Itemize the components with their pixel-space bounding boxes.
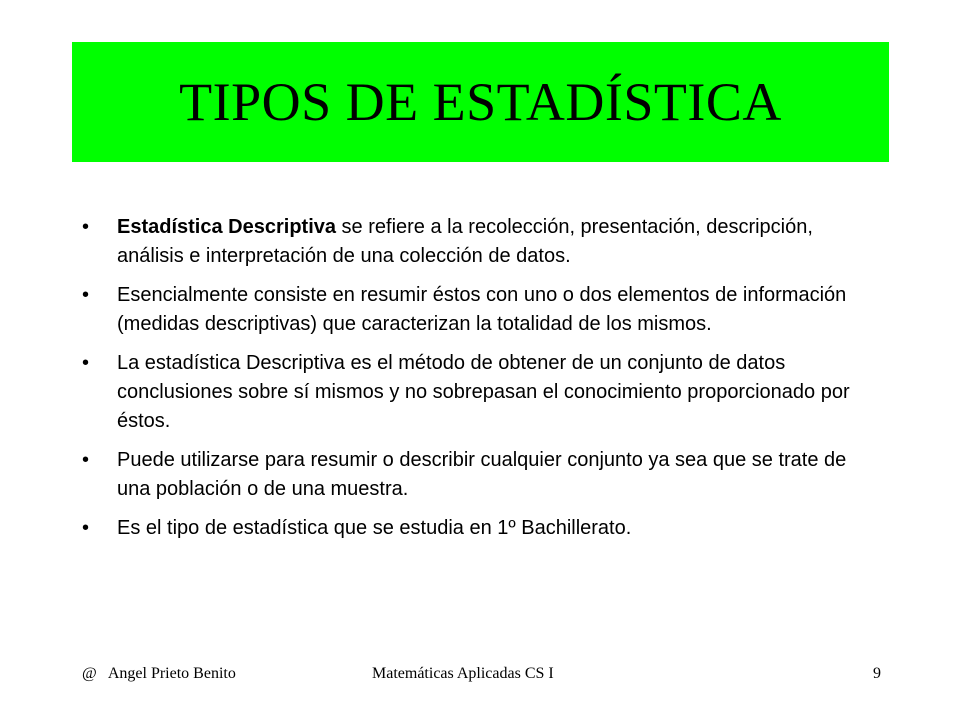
bullet-icon: •	[82, 352, 90, 374]
bullet-text: Esencialmente consiste en resumir éstos con uno o dos elementos de información (medidas descriptivas) que caracterizan la totalidad de los mismos.	[117, 284, 847, 335]
bullet-text: Puede utilizarse para resumir o describir cualquier conjunto ya sea que se trate de una población o de una muestra.	[117, 449, 847, 500]
bullet-item	[80, 281, 870, 339]
bullet-icon: •	[82, 284, 90, 306]
bullet-text: Es el tipo de estadística que se estudia en 1º Bachillerato.	[117, 517, 632, 539]
bullet-icon: •	[82, 216, 90, 238]
bullet-list	[80, 213, 870, 553]
bullet-text: se refiere a la recolección, presentación, descripción, análisis e interpretación de una colección de datos.	[117, 216, 813, 267]
bullet-item	[80, 514, 870, 543]
bullet-text: La estadística Descriptiva es el método de obtener de un conjunto de datos conclusiones sobre sí mismos y no sobrepasan el conocimiento proporcionado por éstos.	[117, 352, 850, 432]
bullet-item	[80, 446, 870, 504]
bullet-icon: •	[82, 517, 90, 539]
title-banner	[72, 42, 889, 162]
footer-page-number: 9	[873, 665, 881, 682]
slide-title: TIPOS DE ESTADÍSTICA	[179, 72, 782, 132]
footer-author: @ Angel Prieto Benito	[82, 665, 236, 682]
bullet-icon: •	[82, 449, 90, 471]
bullet-item	[80, 213, 870, 271]
bullet-item	[80, 349, 870, 436]
bullet-bold-term: Estadística Descriptiva	[117, 216, 336, 238]
footer-course: Matemáticas Aplicadas CS I	[372, 665, 554, 682]
